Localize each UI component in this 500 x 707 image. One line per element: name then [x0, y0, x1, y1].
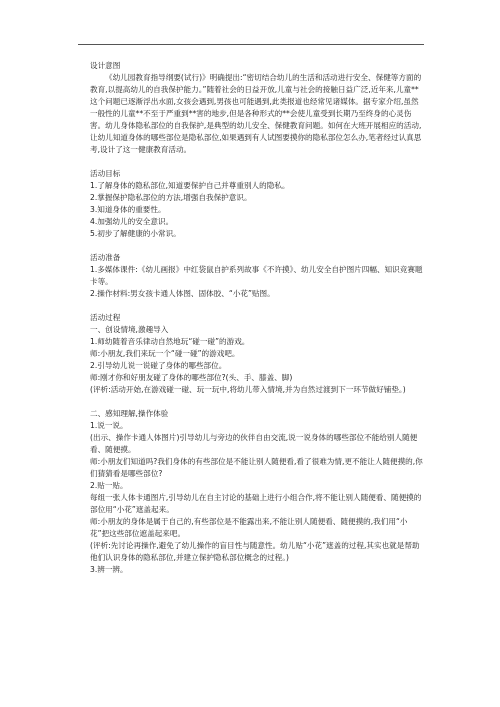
- part2-line: 3.辨一辨。: [90, 565, 128, 574]
- part2-line: (评析:先讨论再操作,避免了幼儿操作的盲目性与随意性。幼儿贴“小花”遮盖的过程,其实也就是帮助他们认识身体的隐私部位,并建立保护隐私部位概念的过程。): [90, 541, 420, 562]
- prep-item: 1.多媒体课件:《幼儿画报》中红袋鼠自护系列故事《不许摸》、幼儿安全自护图片四幅、知识竞赛题卡等。: [90, 265, 423, 286]
- part2-line: (出示、操作卡通人体图片)引导幼儿与旁边的伙伴自由交流,说一说身体的哪些部位不能给别人随便看、随便摸。: [90, 433, 418, 454]
- part2-heading: 二、感知理解,操作体验: [90, 409, 169, 418]
- goal-item: 2.掌握保护隐私部位的方法,增强自我保护意识。: [90, 193, 252, 202]
- prep-title: 活动准备: [90, 253, 121, 262]
- document-body: [90, 60, 425, 576]
- prep-item: 2.操作材料:男女孩卡通人体图、固体胶、“小花”贴图。: [90, 289, 275, 298]
- part2-line: 师:小朋友的身体是属于自己的,有些部位是不能露出来,不能让别人随便看、随便摸的,我们用“小花”把这些部位遮盖起来吧。: [90, 517, 408, 538]
- part1-heading: 一、创设情境,激趣导入: [90, 325, 169, 334]
- part1-line: (评析:活动开始,在游戏碰一碰、玩一玩中,将幼儿带入情境,并为自然过渡到下一环节做好铺垫。): [90, 385, 406, 394]
- part1-line: 2.引导幼儿说一说碰了身体的哪些部位。: [90, 361, 227, 370]
- part2-line: 每组一张人体卡通图片,引导幼儿在自主讨论的基础上进行小组合作,将不能让别人随便看、随便摸的部位用“小花”遮盖起来。: [90, 493, 422, 514]
- goal-item: 5.初步了解健康的小常识。: [90, 229, 181, 238]
- part1-line: 师:刚才你和好朋友碰了身体的哪些部位?(头、手、膝盖、脚): [90, 373, 293, 382]
- design-title: 设计意图: [90, 61, 121, 70]
- part2-line: 2.贴一贴。: [90, 481, 128, 490]
- design-paragraph: 《幼儿园教育指导纲要(试行)》明确提出:“密切结合幼儿的生活和活动进行安全、保健等方面的教育,以提高幼儿的自我保护能力。”随着社会的日益开放,儿童与社会的接触日益广泛,近年来,儿童**这个问题已逐渐浮出水面,女孩会遇到,男孩也可能遇到,此类报道也经常见诸媒体。据专家介绍,虽然一般性的儿童**不至于严重到**害的地步,但是各种形式的**会使儿童受到长期乃至终身的心灵伤害。幼儿身体隐私部位的自我保护,是典型的幼儿安全、保健教育问题。如何在大班开展相应的活动,让幼儿知道身体的哪些部位是隐私部位,如果遇到有人试图要摸你的隐私部位怎么办,笔者经过认真思考,设计了这一健康教育活动。: [90, 73, 422, 154]
- goal-item: 1.了解身体的隐私部位,知道要保护自己并尊重别人的隐私。: [90, 181, 290, 190]
- goal-item: 3.知道身体的重要性。: [90, 205, 166, 214]
- goals-title: 活动目标: [90, 169, 121, 178]
- part1-line: 1.师幼随着音乐律动自然地玩“碰一碰”的游戏。: [90, 337, 250, 346]
- part2-line: 1.说一说。: [90, 421, 128, 430]
- goal-item: 4.加强幼儿的安全意识。: [90, 217, 174, 226]
- process-title: 活动过程: [90, 313, 121, 322]
- header-rule: [78, 44, 424, 45]
- part1-line: 师:小朋友,我们来玩一个“碰一碰”的游戏吧。: [90, 349, 240, 358]
- part2-line: 师:小朋友们知道吗?我们身体的有些部位是不能让别人随便看,看了很难为情,更不能让人随便摸的,你们猜猜看是哪些部位?: [90, 457, 423, 478]
